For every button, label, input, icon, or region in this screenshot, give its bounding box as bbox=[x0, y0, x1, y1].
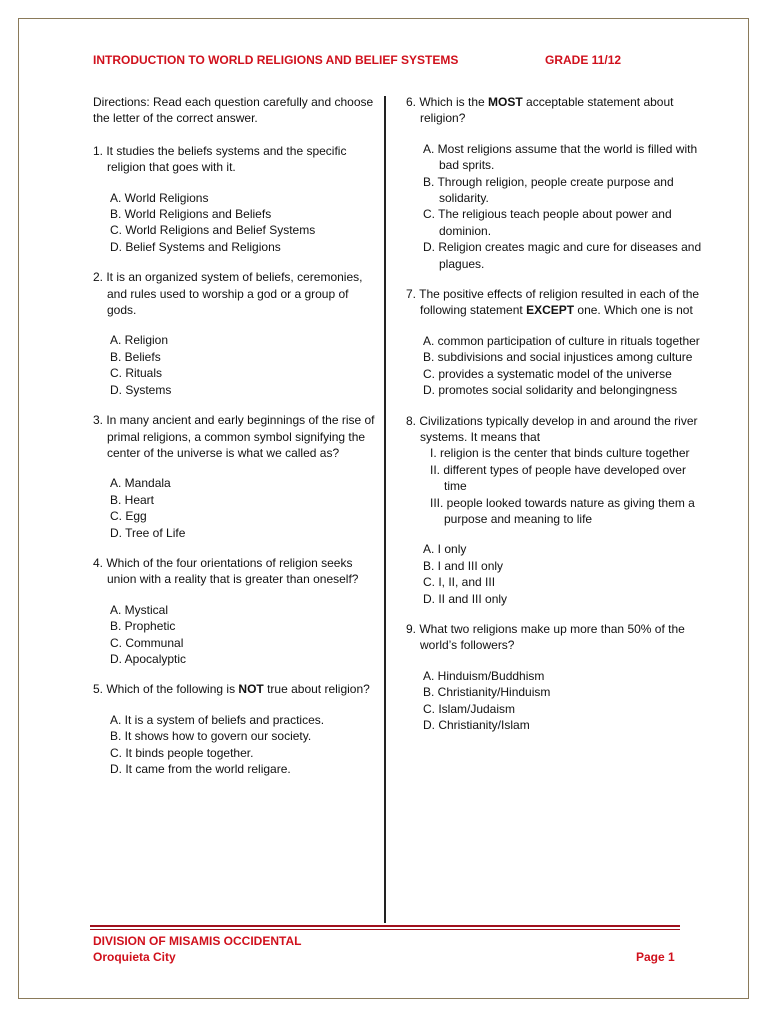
question-stem: 1. It studies the beliefs systems and the specific religion that goes with it. bbox=[93, 143, 347, 175]
answer-choices bbox=[93, 712, 375, 778]
choice-b: B. Prophetic bbox=[110, 619, 176, 634]
page-number: Page 1 bbox=[636, 950, 675, 964]
question-stem: 3. In many ancient and early beginnings of the rise of primal religions, a common symbol signifying the center of the universe is what we called as? bbox=[93, 413, 375, 460]
choice-b: B. World Religions and Beliefs bbox=[110, 207, 272, 222]
choice-a: A. Most religions assume that the world is filled with bad sprits. bbox=[423, 141, 698, 173]
footer-city: Oroquieta City bbox=[93, 950, 176, 964]
choice-d: D. Christianity/Islam bbox=[423, 718, 530, 732]
choice-d: D. II and III only bbox=[423, 591, 508, 606]
choice-a: A. World Religions bbox=[110, 190, 209, 205]
question-2 bbox=[93, 269, 375, 398]
stem-text: 7. The positive effects of religion resulted in each of the following statement bbox=[406, 287, 700, 318]
item-i: I. religion is the center that binds culture together bbox=[430, 446, 690, 461]
choice-c: C. I, II, and III bbox=[423, 575, 496, 590]
answer-choices bbox=[93, 602, 375, 668]
stem-emphasis: NOT bbox=[238, 682, 264, 697]
choice-c: C. provides a systematic model of the universe bbox=[423, 366, 672, 381]
choice-b: B. It shows how to govern our society. bbox=[110, 729, 312, 744]
left-column bbox=[93, 94, 375, 791]
choice-c: C. The religious teach people about power and dominion. bbox=[423, 207, 672, 238]
footer-rule bbox=[90, 925, 680, 927]
choice-a: A. It is a system of beliefs and practices. bbox=[110, 712, 325, 727]
choice-d: D. It came from the world religare. bbox=[110, 762, 291, 776]
footer-rule-thin bbox=[90, 929, 680, 930]
question-6 bbox=[406, 94, 706, 272]
choice-a: A. Mystical bbox=[110, 602, 169, 617]
choice-b: B. I and III only bbox=[423, 558, 504, 573]
question-stem bbox=[93, 681, 375, 697]
question-9 bbox=[406, 621, 706, 733]
question-stem: 9. What two religions make up more than 50% of the world’s followers? bbox=[406, 621, 685, 653]
choice-b: B. subdivisions and social injustices among culture bbox=[423, 350, 693, 365]
choice-d: D. promotes social solidarity and belongingness bbox=[423, 383, 678, 398]
grade-label: GRADE 11/12 bbox=[545, 53, 622, 67]
question-4 bbox=[93, 555, 375, 667]
answer-choices bbox=[93, 475, 375, 541]
question-5 bbox=[93, 681, 375, 777]
choice-b: B. Christianity/Hinduism bbox=[423, 685, 551, 700]
choice-a: A. I only bbox=[423, 542, 467, 557]
stem-text: true about religion? bbox=[263, 682, 370, 697]
item-ii: II. different types of people have developed over time bbox=[430, 462, 686, 494]
question-8 bbox=[406, 413, 706, 607]
stem-text: 5. Which of the following is bbox=[93, 682, 239, 697]
choice-d: D. Belief Systems and Religions bbox=[110, 239, 281, 254]
item-iii: III. people looked towards nature as giving them a purpose and meaning to life bbox=[430, 495, 695, 526]
stem-text: one. Which one is not bbox=[574, 303, 693, 318]
question-stem: 4. Which of the four orientations of religion seeks union with a reality that is greater than oneself? bbox=[93, 555, 359, 587]
answer-choices bbox=[406, 141, 706, 272]
choice-c: C. Egg bbox=[110, 509, 147, 524]
choice-d: D. Systems bbox=[110, 382, 172, 397]
choice-c: C. Rituals bbox=[110, 366, 163, 381]
question-stem: 8. Civilizations typically develop in and around the river systems. It means that bbox=[406, 413, 698, 444]
document-title: INTRODUCTION TO WORLD RELIGIONS AND BELIEF SYSTEMS bbox=[93, 53, 459, 67]
choice-a: A. common participation of culture in rituals together bbox=[423, 333, 700, 348]
directions-text: Directions: Read each question carefully and choose the letter of the correct answer. bbox=[93, 95, 374, 126]
choice-c: C. It binds people together. bbox=[110, 745, 254, 760]
choice-b: B. Beliefs bbox=[110, 349, 161, 364]
question-stem: 2. It is an organized system of beliefs, ceremonies, and rules used to worship a god or a group of gods. bbox=[93, 270, 363, 318]
question-stem bbox=[406, 286, 706, 319]
answer-choices bbox=[406, 333, 706, 399]
answer-choices bbox=[406, 541, 706, 607]
choice-c: C. Islam/Judaism bbox=[423, 701, 516, 716]
choice-d: D. Religion creates magic and cure for diseases and plagues. bbox=[423, 240, 702, 271]
column-divider bbox=[384, 96, 386, 923]
choice-a: A. Religion bbox=[110, 333, 169, 348]
choice-b: B. Heart bbox=[110, 492, 155, 507]
answer-choices bbox=[406, 668, 706, 734]
question-1 bbox=[93, 143, 375, 255]
right-column bbox=[406, 94, 706, 747]
choice-a: A. Hinduism/Buddhism bbox=[423, 668, 545, 683]
choice-d: D. Tree of Life bbox=[110, 525, 186, 540]
question-3 bbox=[93, 412, 375, 541]
stem-emphasis: EXCEPT bbox=[526, 303, 575, 318]
choice-c: C. Communal bbox=[110, 635, 184, 650]
stem-text: 6. Which is the bbox=[406, 95, 489, 109]
choice-b: B. Through religion, people create purpose and solidarity. bbox=[423, 174, 674, 206]
choice-c: C. World Religions and Belief Systems bbox=[110, 223, 316, 238]
question-stem bbox=[406, 94, 706, 127]
footer-division: DIVISION OF MISAMIS OCCIDENTAL bbox=[93, 934, 302, 948]
stem-emphasis: MOST bbox=[488, 95, 523, 109]
roman-numeral-items bbox=[406, 445, 706, 527]
answer-choices bbox=[93, 332, 375, 398]
stem-text: acceptable statement about religion? bbox=[420, 95, 674, 126]
question-7 bbox=[406, 286, 706, 398]
choice-a: A. Mandala bbox=[110, 476, 171, 491]
choice-d: D. Apocalyptic bbox=[110, 651, 187, 666]
answer-choices bbox=[93, 190, 375, 256]
